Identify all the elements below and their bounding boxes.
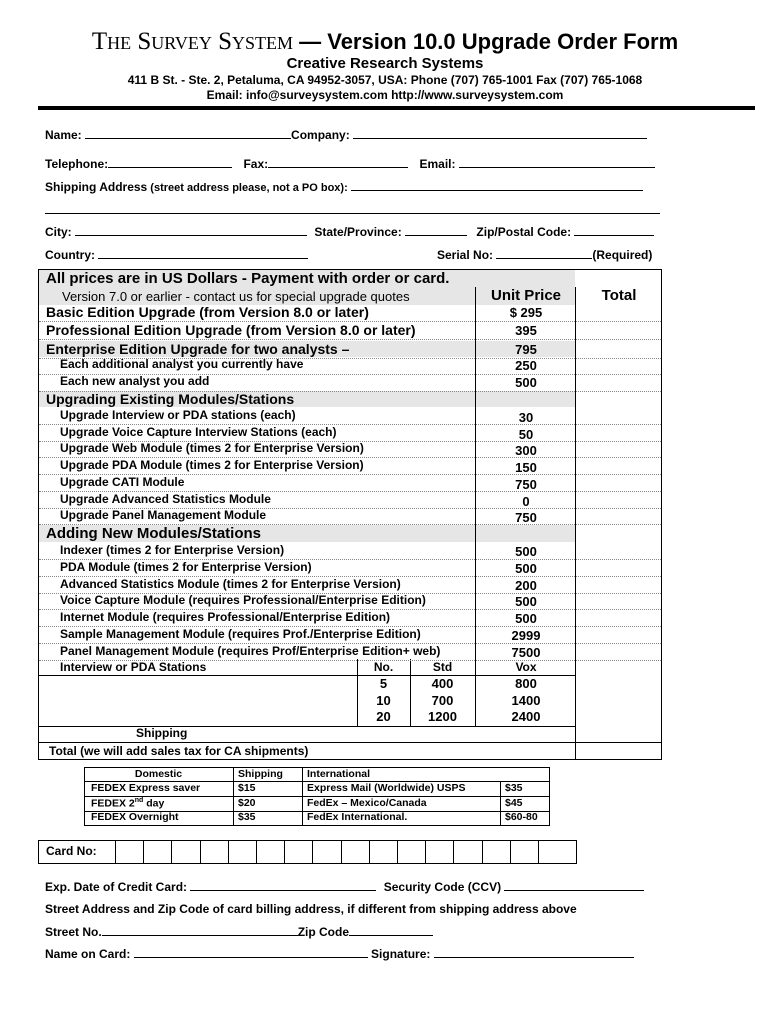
total-header: Total [601,287,637,304]
total-cell[interactable] [576,457,661,458]
city-label: City: [45,225,72,239]
stations-no: 20 [376,709,391,724]
company-contact: Email: info@surveysystem.com http://www.surveysystem.com [206,88,564,102]
total-cell[interactable] [576,321,661,322]
stations-vox-header: Vox [515,660,537,674]
stations-no-header: No. [373,660,394,674]
international-header: International [307,768,371,780]
city-row [45,224,654,239]
serial-label: Serial No: [437,248,494,262]
total-cell[interactable] [576,609,661,610]
new-module-row-label: Sample Management Module (requires Prof./Enterprise Edition) [60,627,421,641]
unit-price-header: Unit Price [490,287,562,304]
total-cell[interactable] [576,374,661,375]
card-digit-cell[interactable] [143,840,171,864]
domestic-option-name: FEDEX Overnight [91,811,179,823]
row-divider [39,339,575,340]
new-module-row-label: Advanced Statistics Module (times 2 for Enterprise Version) [60,576,401,591]
shipping-address-field[interactable] [351,179,643,191]
total-cell[interactable] [576,391,661,392]
fax-field[interactable] [268,156,408,168]
existing-row-price: 50 [518,426,534,442]
billing-zip-field[interactable] [349,924,433,936]
exp-date-field[interactable] [190,879,376,891]
security-code-field[interactable] [504,879,644,891]
name-on-card-field[interactable] [134,946,368,958]
stations-std: 700 [431,692,454,708]
upgrade-row-label: Each new analyst you add [60,374,210,388]
shipping-address-row [45,179,643,194]
country-label: Country: [45,248,95,262]
email-field[interactable] [459,156,655,168]
signature-field[interactable] [434,946,634,958]
existing-row-price: 750 [515,510,537,526]
serial-field[interactable] [496,247,592,259]
exp-row [45,879,644,894]
card-digit-cell[interactable] [510,840,538,864]
existing-row-price: 150 [515,460,537,476]
domestic-option-name: FEDEX 2 [91,797,135,809]
shipping-col-divider-3 [500,781,501,826]
existing-row-price: 750 [515,476,537,492]
international-price: $35 [505,782,523,794]
domestic-option [91,811,179,823]
city-field[interactable] [75,224,307,236]
company-field[interactable] [353,127,647,139]
exp-date-label: Exp. Date of Credit Card: [45,880,188,894]
new-module-row-label: Indexer (times 2 for Enterprise Version) [60,543,285,557]
street-row [45,924,433,939]
upgrade-row-price: $ 295 [509,305,543,320]
country-row [45,247,308,262]
card-digit-cell[interactable] [482,840,510,864]
existing-modules-heading: Upgrading Existing Modules/Stations [46,391,295,407]
stations-bottom-rule [39,726,575,727]
country-field[interactable] [98,247,308,259]
card-no-label: Card No: [46,844,97,858]
existing-row-price: 300 [515,443,537,459]
existing-row-price: 0 [522,493,530,509]
card-digit-cell[interactable] [312,840,340,864]
email-label: Email: [419,157,456,171]
serial-row [437,247,652,262]
existing-row-label: Upgrade Web Module (times 2 for Enterprise Version) [60,441,364,456]
card-digit-cell[interactable] [284,840,312,864]
telephone-row [45,156,655,171]
new-module-row-label: Panel Management Module (requires Prof/Enterprise Edition+ web) [60,643,441,658]
title-text: Version 10.0 Upgrade Order Form [327,29,679,54]
domestic-option-name: FEDEX Express saver [91,782,201,794]
name-on-card-row [45,946,634,961]
upgrade-row-label: Enterprise Edition Upgrade for two analysts – [46,341,350,357]
signature-label: Signature: [371,947,431,961]
upgrade-row-label: Professional Edition Upgrade (from Version 8.0 or later) [46,322,416,338]
total-cell[interactable] [576,491,661,492]
international-price: $60-80 [505,811,538,823]
total-line-label: Total (we will add sales tax for CA shipments) [49,744,309,758]
stations-vox: 2400 [511,709,541,724]
telephone-label: Telephone: [45,157,109,171]
existing-row-label: Upgrade Advanced Statistics Module [60,491,271,506]
new-module-row-label: Voice Capture Module (requires Professional/Enterprise Edition) [60,593,426,608]
name-label: Name: [45,128,82,142]
new-module-row-price: 500 [515,594,537,610]
card-digit-cell[interactable] [171,840,199,864]
price-table-subheading: Version 7.0 or earlier - contact us for special upgrade quotes [62,289,410,304]
upgrade-row-price: 795 [515,342,537,357]
existing-row-label: Upgrade Interview or PDA stations (each) [60,408,296,422]
brand-name: The Survey System [91,28,293,55]
total-cell[interactable] [576,358,661,359]
new-module-row-price: 2999 [511,628,541,643]
billing-note: Street Address and Zip Code of card billing address, if different from shipping address above [45,902,577,916]
company-name: Creative Research Systems [286,55,484,72]
domestic-price: $15 [238,782,256,794]
upgrade-row-label: Each additional analyst you currently have [60,357,304,371]
total-cell[interactable] [576,626,661,627]
new-module-row-price: 500 [515,544,537,559]
stations-vox: 800 [515,676,537,691]
card-digit-cell[interactable] [397,840,425,864]
stations-no: 10 [376,692,391,708]
upgrade-row-price: 395 [515,323,537,338]
international-option: Express Mail (Worldwide) USPS [307,782,466,794]
state-field[interactable] [405,224,467,236]
stations-std: 1200 [428,709,457,724]
total-cell[interactable] [576,441,661,442]
upgrade-row-label: Basic Edition Upgrade (from Version 8.0 or later) [46,304,369,320]
new-module-row-price: 200 [515,577,537,593]
street-field[interactable] [102,924,298,936]
existing-row-label: Upgrade CATI Module [60,474,185,489]
card-digit-cell[interactable] [256,840,284,864]
total-cell[interactable] [576,576,661,577]
state-label: State/Province: [314,225,402,239]
existing-row-label: Upgrade Voice Capture Interview Stations (each) [60,424,337,439]
billing-zip-label: Zip Code [297,925,350,939]
stations-std-header: Std [432,660,453,674]
company-label: Company: [291,128,350,142]
existing-row-label: Upgrade PDA Module (times 2 for Enterprise Version) [60,458,364,473]
domestic-option-rest: day [143,797,165,809]
security-code-label: Security Code (CCV) [383,880,502,894]
new-module-row-price: 500 [515,560,537,576]
card-digit-cell[interactable] [453,840,481,864]
name-row [45,127,647,142]
card-digit-cell[interactable] [200,840,228,864]
shipping-label: Shipping [136,726,188,740]
zip-field[interactable] [574,224,654,236]
existing-row-price: 30 [518,410,534,425]
shipping-rule [39,742,661,743]
card-digit-cell[interactable] [341,840,369,864]
international-option: FedEx – Mexico/Canada [307,796,427,809]
total-cell[interactable] [576,524,661,525]
upgrade-row-price: 250 [515,358,537,373]
stations-no: 5 [379,676,388,691]
shipping-price-header: Shipping [238,768,283,780]
card-digit-cell[interactable] [425,840,453,864]
new-module-row-price: 500 [515,611,537,627]
shipping-address-note: (street address please, not a PO box): [147,182,348,194]
telephone-field[interactable] [108,156,232,168]
total-cell[interactable] [576,559,661,560]
form-title: The Survey System — Version 10.0 Upgrade Order Form [91,28,679,55]
stations-vox: 1400 [511,692,541,708]
total-cell[interactable] [576,339,661,340]
stations-label: Interview or PDA Stations [60,660,207,674]
name-on-card-label: Name on Card: [45,947,131,961]
street-label: Street No. [45,925,102,939]
price-table-heading: All prices are in US Dollars - Payment with order or card. [46,270,450,287]
domestic-option [91,797,164,810]
total-cell[interactable] [576,593,661,594]
total-cell[interactable] [576,660,661,661]
domestic-header: Domestic [134,768,183,780]
international-option: FedEx International. [307,811,408,823]
company-address: 411 B St. - Ste. 2, Petaluma, CA 94952-3057, USA: Phone (707) 765-1001 Fax (707) 765-1068 [127,73,643,87]
total-cell[interactable] [576,508,661,509]
international-price: $45 [505,796,523,809]
shipping-address-label: Shipping Address [45,180,148,194]
card-digit-cell[interactable] [228,840,256,864]
zip-label: Zip/Postal Code: [476,225,572,239]
card-digit-cell[interactable] [369,840,397,864]
card-digit-cell[interactable] [538,840,566,864]
new-module-row-label: PDA Module (times 2 for Enterprise Version) [60,559,312,574]
total-cell[interactable] [576,643,661,644]
new-module-row-price: 7500 [511,644,541,660]
domestic-price: $20 [238,796,256,809]
total-cell[interactable] [576,424,661,425]
ordinal-suffix: nd [134,796,144,804]
domestic-option [91,782,200,794]
stations-std: 400 [431,676,454,691]
domestic-price: $35 [238,811,256,823]
name-field[interactable] [85,127,291,139]
header-rule [38,106,755,110]
total-cell[interactable] [576,474,661,475]
new-modules-heading: Adding New Modules/Stations [46,525,262,542]
shipping-address-line-2[interactable] [45,213,660,214]
fax-label: Fax: [243,157,269,171]
existing-row-label: Upgrade Panel Management Module [60,508,267,523]
upgrade-row-price: 500 [515,375,537,390]
serial-required: (Required) [592,248,653,262]
new-module-row-label: Internet Module (requires Professional/Enterprise Edition) [60,610,391,625]
card-digit-cell[interactable] [115,840,143,864]
